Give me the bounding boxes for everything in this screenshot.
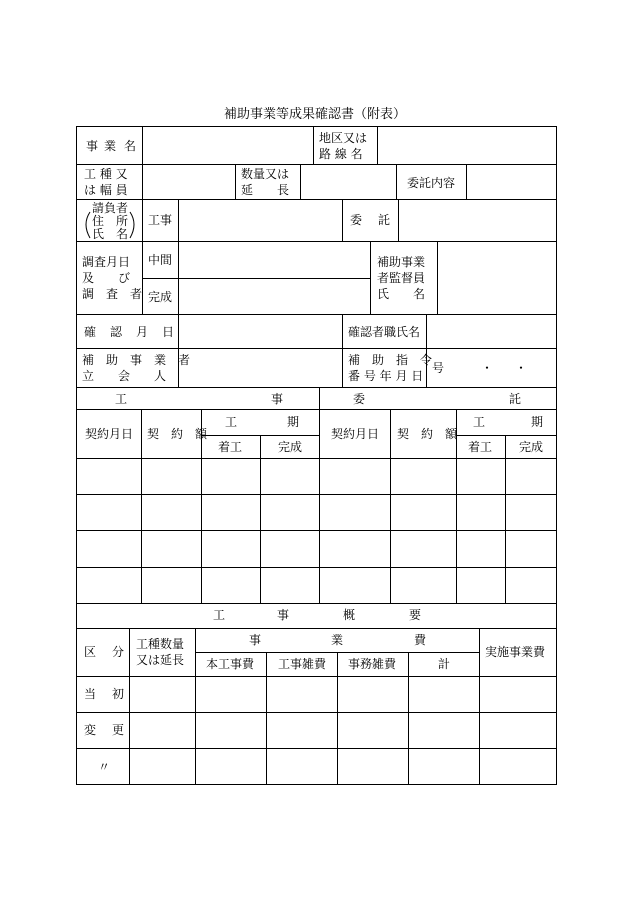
bracket-right-icon xyxy=(130,212,134,238)
jigyohi-label-3: 費 xyxy=(414,633,427,647)
chosa-label-3: 調 査 者 xyxy=(82,287,143,301)
kansei-col-label-2: 完成 xyxy=(519,440,544,454)
go-label: 号 xyxy=(432,361,445,375)
kakuninsha-label: 確認者職氏名 xyxy=(348,325,421,339)
kantoku-label-3: 氏 名 xyxy=(377,287,426,301)
itaku-label-1: 委 xyxy=(350,213,363,227)
keiyaku-gaku-label-1: 契 約 額 xyxy=(147,427,208,441)
jusho-label: 住 所 xyxy=(92,214,129,228)
kubun-label-2: 分 xyxy=(112,645,125,659)
tosho-label-2: 初 xyxy=(112,687,125,701)
kakunin-label-4: 日 xyxy=(162,325,175,339)
ditto-mark: 〃 xyxy=(98,760,111,774)
shimei-label: 氏 名 xyxy=(92,227,129,241)
koki-label-b2: 期 xyxy=(531,415,544,429)
gaiyo-label-1: 工 xyxy=(213,608,226,622)
jigyohi-label-1: 事 xyxy=(249,633,262,647)
chosa-label-2: 及 び xyxy=(82,271,131,285)
koki-label-a1: 工 xyxy=(225,415,238,429)
section-koji-2: 事 xyxy=(271,392,284,406)
itaku-naiyo-label: 委託内容 xyxy=(407,176,456,190)
shirei-label-1: 補 助 指 令 xyxy=(348,353,433,367)
jigyohi-label-2: 業 xyxy=(331,633,344,647)
gaiyo-label-2: 事 xyxy=(277,608,290,622)
kakunin-label-1: 確 xyxy=(84,325,97,339)
koshu-suryo-label-1: 工種数量 xyxy=(136,637,185,651)
keiyaku-gaku-label-2: 契 約 額 xyxy=(397,427,458,441)
koshu-suryo-label-2: 又は延長 xyxy=(136,653,185,667)
section-itaku-2: 託 xyxy=(509,392,522,406)
suryo-label-2: 延 長 xyxy=(241,183,290,197)
henko-label-1: 変 xyxy=(84,723,97,737)
chiku-label-2: 路 線 名 xyxy=(319,147,363,161)
kantoku-label-2: 者監督員 xyxy=(377,271,426,285)
kansei-label: 完成 xyxy=(148,290,173,304)
tachiai-label-2: 立 会 人 xyxy=(82,369,167,383)
itaku-label-2: 託 xyxy=(378,213,391,227)
kantoku-label-1: 補助事業 xyxy=(377,255,426,269)
dot-separator-1: ・ xyxy=(481,361,494,375)
koji-label: 工事 xyxy=(148,213,173,227)
section-koji-1: 工 xyxy=(115,392,128,406)
koki-label-b1: 工 xyxy=(473,415,486,429)
chosa-label-1: 調査月日 xyxy=(82,255,131,269)
suryo-label-1: 数量又は xyxy=(241,167,290,181)
chiku-label-1: 地区又は xyxy=(319,131,368,145)
koshu-label-2: は 幅 員 xyxy=(84,183,128,197)
jimu-zappi-label: 事務雑費 xyxy=(348,657,397,671)
section-itaku-1: 委 xyxy=(353,392,366,406)
keiyaku-bi-label-2: 契約月日 xyxy=(331,427,380,441)
jisshi-jigyohi-label: 実施事業費 xyxy=(485,645,546,659)
kakunin-label-2: 認 xyxy=(110,325,123,339)
chakko-label-2: 着工 xyxy=(468,440,493,454)
kansei-col-label-1: 完成 xyxy=(278,440,303,454)
gaiyo-label-4: 要 xyxy=(409,608,422,622)
kakunin-label-3: 月 xyxy=(136,325,149,339)
koshu-label-1: 工 種 又 xyxy=(84,167,128,181)
tachiai-label-1: 補 助 事 業 者 xyxy=(82,353,191,367)
page-title: 補助事業等成果確認書（附表） xyxy=(223,107,406,122)
koji-zappi-label: 工事雑費 xyxy=(278,657,327,671)
kei-label: 計 xyxy=(438,657,451,671)
ukeoi-label: 請負者 xyxy=(92,201,129,215)
koki-label-a2: 期 xyxy=(287,415,300,429)
shirei-label-2: 番 号 年 月 日 xyxy=(348,369,424,383)
hon-kojihi-label: 本工事費 xyxy=(206,657,255,671)
jigyomei-label-1: 事 xyxy=(86,139,99,153)
tosho-label-1: 当 xyxy=(84,687,97,701)
keiyaku-bi-label-1: 契約月日 xyxy=(85,427,134,441)
kubun-label-1: 区 xyxy=(84,645,97,659)
bracket-left-icon xyxy=(86,212,90,238)
jigyomei-label-2: 業 xyxy=(104,139,117,153)
chakko-label-1: 着工 xyxy=(218,440,243,454)
jigyomei-label-3: 名 xyxy=(124,139,137,153)
gaiyo-label-3: 概 xyxy=(343,608,356,622)
henko-label-2: 更 xyxy=(112,723,125,737)
dot-separator-2: ・ xyxy=(515,361,528,375)
chukan-label: 中間 xyxy=(148,253,173,267)
